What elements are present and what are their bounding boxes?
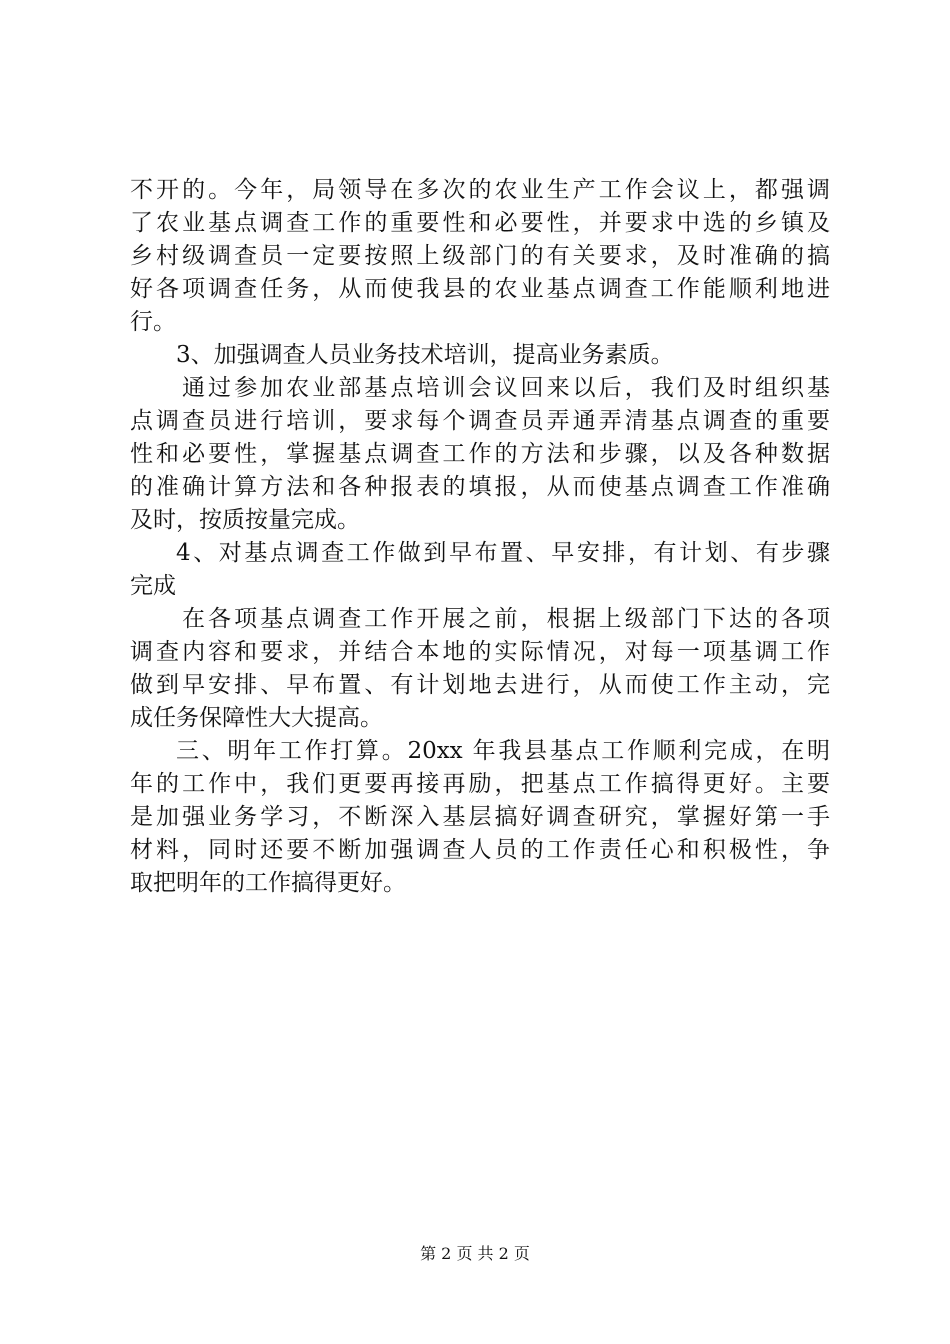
section-heading-4-continued: 完成 (130, 573, 176, 599)
page-footer: 第 2 页 共 2 页 (420, 1244, 530, 1263)
paragraph-line: 了农业基点调查工作的重要性和必要性，并要求中选的乡镇及 (130, 210, 830, 236)
paragraph-line: 通过参加农业部基点培训会议回来以后，我们及时组织基 (182, 375, 830, 401)
section-heading-4: 4、对基点调查工作做到早布置、早安排，有计划、有步骤 (176, 540, 830, 566)
paragraph-line: 好各项调查任务，从而使我县的农业基点调查工作能顺利地进 (130, 276, 830, 302)
document-body (130, 174, 830, 900)
paragraph-line: 材料，同时还要不断加强调查人员的工作责任心和积极性，争 (130, 837, 830, 863)
paragraph-line: 点调查员进行培训，要求每个调查员弄通弄清基点调查的重要 (130, 408, 830, 434)
paragraph-line: 的准确计算方法和各种报表的填报，从而使基点调查工作准确 (130, 474, 830, 500)
section-heading-3: 3、加强调查人员业务技术培训，提高业务素质。 (176, 342, 674, 368)
paragraph-line: 性和必要性，掌握基点调查工作的方法和步骤，以及各种数据 (130, 441, 830, 467)
paragraph-line: 行。 (130, 309, 176, 335)
paragraph-line: 是加强业务学习，不断深入基层搞好调查研究，掌握好第一手 (130, 804, 830, 830)
paragraph-line: 不开的。今年，局领导在多次的农业生产工作会议上，都强调 (130, 177, 830, 203)
paragraph-line: 取把明年的工作搞得更好。 (130, 870, 406, 896)
paragraph-line: 三、明年工作打算。20xx 年我县基点工作顺利完成，在明 (176, 738, 830, 764)
paragraph-line: 年的工作中，我们更要再接再励，把基点工作搞得更好。主要 (130, 771, 830, 797)
paragraph-line: 调查内容和要求，并结合本地的实际情况，对每一项基调工作 (130, 639, 830, 665)
paragraph-line: 做到早安排、早布置、有计划地去进行，从而使工作主动，完 (130, 672, 830, 698)
paragraph-line: 成任务保障性大大提高。 (130, 705, 383, 731)
paragraph-line: 在各项基点调查工作开展之前，根据上级部门下达的各项 (182, 606, 830, 632)
paragraph-line: 及时，按质按量完成。 (130, 507, 360, 533)
paragraph-line: 乡村级调查员一定要按照上级部门的有关要求，及时准确的搞 (130, 243, 830, 269)
